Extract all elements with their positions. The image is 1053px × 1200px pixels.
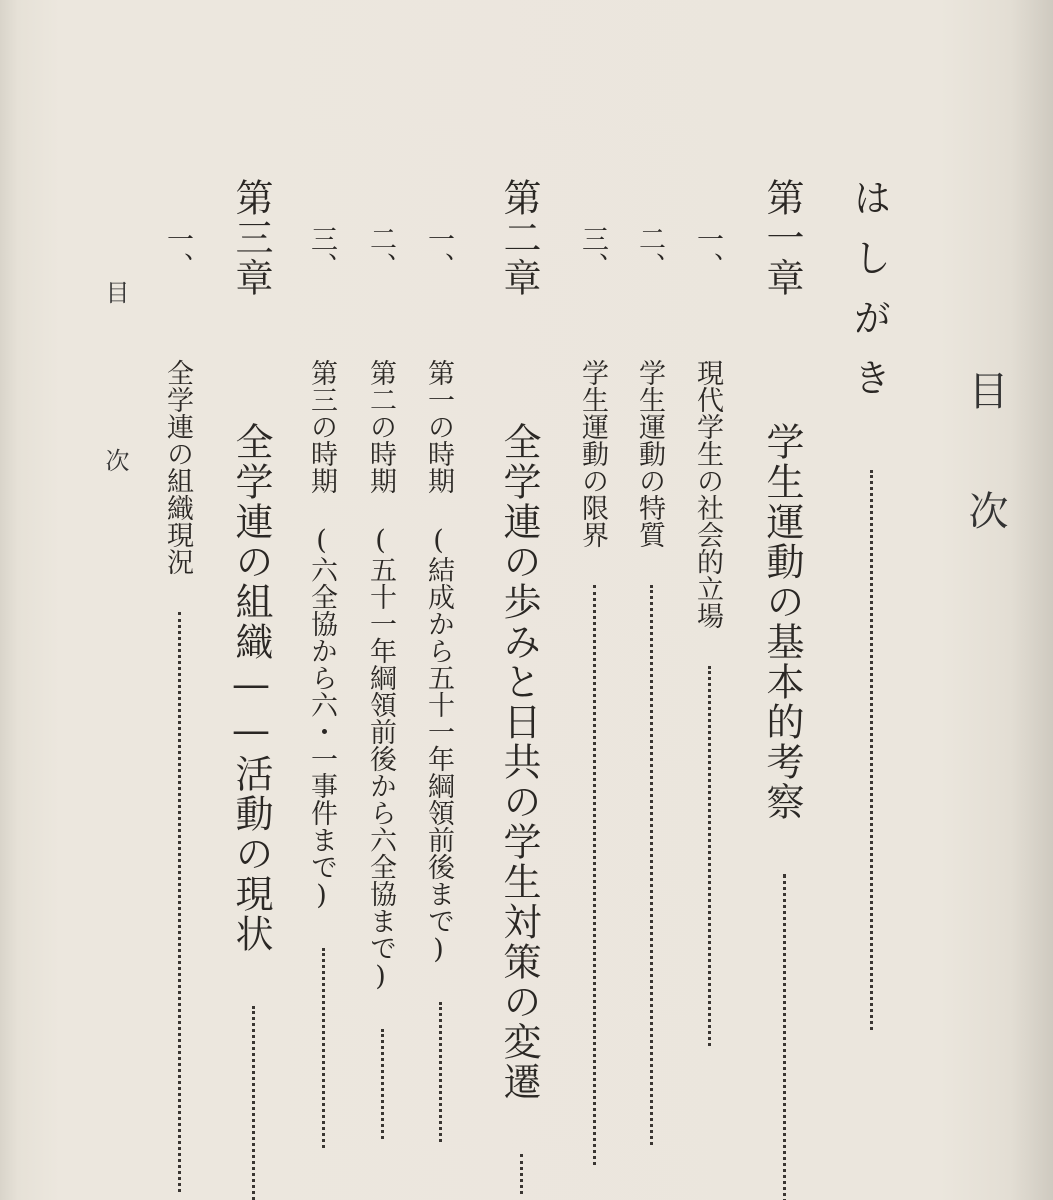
dot-leader <box>318 948 325 1148</box>
section-number: 二、 <box>365 225 396 279</box>
page-title: 目 次 <box>962 370 1008 530</box>
entry-label: 現代学生の社会的立場 <box>692 359 723 629</box>
toc-entry-section-1-2[interactable] <box>636 225 663 1145</box>
entry-label: 第一の時期 (結成から五十一年綱領前後まで) <box>423 359 454 965</box>
chapter-number: 第三章 <box>229 178 273 298</box>
dot-leader <box>516 1154 523 1194</box>
toc-entry-chapter-3[interactable] <box>229 178 273 1200</box>
entry-label: 全学連の歩みと日共の学生対策の変遷 <box>497 422 541 1102</box>
dot-leader <box>248 1006 255 1200</box>
section-number: 一、 <box>692 225 723 279</box>
entry-label: 第三の時期 (六全協から六・一事件まで) <box>306 359 337 911</box>
section-number: 三、 <box>577 225 608 279</box>
dot-leader <box>779 874 786 1200</box>
toc-entry-chapter-1[interactable] <box>760 178 804 1200</box>
section-number: 一、 <box>423 225 454 279</box>
dot-leader <box>704 666 711 1046</box>
dot-leader <box>866 470 873 1030</box>
entry-label: はしがき <box>847 178 891 418</box>
section-number: 三、 <box>306 225 337 279</box>
entry-label: 全学連の組織現況 <box>162 359 193 575</box>
toc-entry-section-1-3[interactable] <box>579 225 606 1165</box>
entry-label: 学生運動の特質 <box>634 359 665 548</box>
dot-leader <box>589 585 596 1165</box>
entry-label: 全学連の組織——活動の現状 <box>229 422 273 954</box>
section-number: 二、 <box>634 225 665 279</box>
toc-entry-section-1-1[interactable] <box>694 225 721 1046</box>
entry-label: 第二の時期 (五十一年綱領前後から六全協まで) <box>365 359 396 992</box>
entry-label: 学生運動の限界 <box>577 359 608 548</box>
dot-leader <box>435 1002 442 1142</box>
toc-entry-hashigaki[interactable] <box>847 178 891 1030</box>
running-head: 目 次 <box>101 280 129 532</box>
toc-entry-section-2-1[interactable] <box>425 225 452 1142</box>
toc-entry-section-2-3[interactable] <box>308 225 335 1148</box>
dot-leader <box>174 612 181 1192</box>
dot-leader <box>377 1029 384 1139</box>
section-number: 一、 <box>162 225 193 279</box>
toc-entry-section-3-1[interactable] <box>164 225 191 1192</box>
toc-entry-chapter-2[interactable] <box>497 178 541 1194</box>
entry-label: 学生運動の基本的考察 <box>760 422 804 822</box>
chapter-number: 第一章 <box>760 178 804 298</box>
chapter-number: 第二章 <box>497 178 541 298</box>
dot-leader <box>646 585 653 1145</box>
toc-entry-section-2-2[interactable] <box>367 225 394 1139</box>
